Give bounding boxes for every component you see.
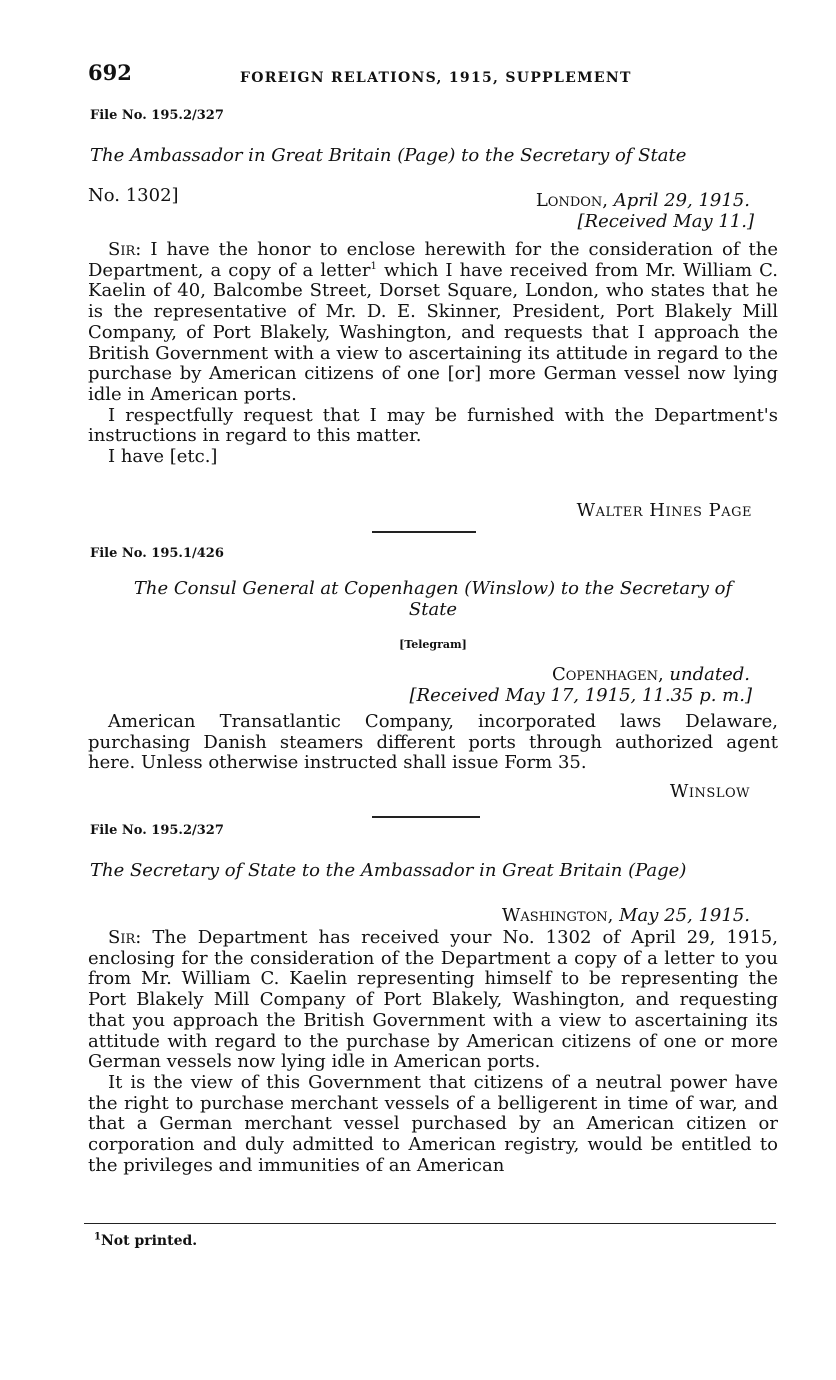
- file-number: File No. 195.2/327: [90, 108, 224, 123]
- paragraph: American Transatlantic Company, incorporated laws Delaware, purchasing Danish steamers different ports through authorized agent here. Unless otherwise instructed shall issue Form 35.: [88, 711, 778, 774]
- dispatch-number: No. 1302]: [88, 185, 179, 206]
- dateline-place: Washington,: [501, 905, 614, 926]
- section-divider: [372, 816, 480, 818]
- dateline-date: April 29, 1915.: [613, 190, 750, 211]
- telegram-body: [88, 712, 778, 774]
- dateline: [350, 190, 750, 211]
- file-number: File No. 195.2/327: [90, 823, 224, 838]
- signature: Winslow: [669, 781, 750, 802]
- dateline-place: Copenhagen,: [551, 664, 664, 685]
- file-number: File No. 195.1/426: [90, 546, 224, 561]
- section-divider: [372, 531, 476, 533]
- paragraph: It is the view of this Government that citizens of a neutral power have the right to purchase merchant vessels of a belligerent in time of war, and that a German merchant vessel purchased by an American citizen or corporation and duly admitted to American registry, would be entitled to the privileges and immunities of an American: [88, 1071, 778, 1176]
- received-date: [Received May 11.]: [577, 211, 754, 232]
- footnote-rule: [84, 1223, 776, 1224]
- received-date: [Received May 17, 1915, 11.35 p. m.]: [409, 685, 752, 706]
- salutation: Sir:: [108, 239, 142, 260]
- document-title: The Ambassador in Great Britain (Page) to the Secretary of State: [90, 145, 687, 166]
- received-note: [354, 211, 754, 232]
- dateline: [350, 664, 750, 685]
- footnote: [94, 1233, 197, 1249]
- signature: Walter Hines Page: [576, 500, 752, 521]
- letter-body: [88, 240, 778, 468]
- document-title: The Consul General at Copenhagen (Winslow) to the Secretary of State: [133, 578, 733, 620]
- letter-body: [88, 928, 778, 1176]
- dateline-place: London,: [535, 190, 609, 211]
- dateline: [350, 905, 750, 926]
- dateline-date: May 25, 1915.: [619, 905, 750, 926]
- paragraph: Sir: I have the honor to enclose herewith for the consideration of the Department, a copy of a letter$^1$ which I have received from Mr. William C. Kaelin of 40, Balcombe Street, Dorset Square, London, who states that he is the representative of Mr. D. E. Skinner, President, Port Blakely Mill Company, of Port Blakely, Washington, and requests that I approach the British Government with a view to ascertaining its attitude in regard to the purchase by American citizens of one [or] more German vessel now lying idle in American ports.: [88, 239, 778, 405]
- document-page: [88, 0, 778, 1380]
- message-type: [Telegram]: [399, 638, 467, 651]
- paragraph: I respectfully request that I may be furnished with the Department's instructions in regard to this matter.: [88, 404, 778, 447]
- footnote-ref: 1: [370, 260, 377, 272]
- footnote-text: Not printed.: [100, 1233, 198, 1249]
- page-number: 692: [88, 60, 132, 85]
- footnote-marker: 1: [94, 1231, 101, 1243]
- paragraph: Sir: The Department has received your No. 1302 of April 29, 1915, enclosing for the consideration of the Department a copy of a letter to you from Mr. William C. Kaelin representing himself to be representing the Port Blakely Mill Company of Port Blakely, Washington, and requesting that you approach the British Government with a view to ascertaining its attitude with regard to the purchase by American citizens of one or more German vessels now lying idle in American ports.: [88, 927, 778, 1073]
- running-title: FOREIGN RELATIONS, 1915, SUPPLEMENT: [240, 70, 632, 86]
- received-note: [252, 685, 752, 706]
- paragraph: I have [etc.]: [108, 446, 218, 468]
- document-title: The Secretary of State to the Ambassador in Great Britain (Page): [90, 860, 687, 881]
- salutation: Sir:: [108, 927, 142, 948]
- dateline-date: undated.: [669, 664, 750, 685]
